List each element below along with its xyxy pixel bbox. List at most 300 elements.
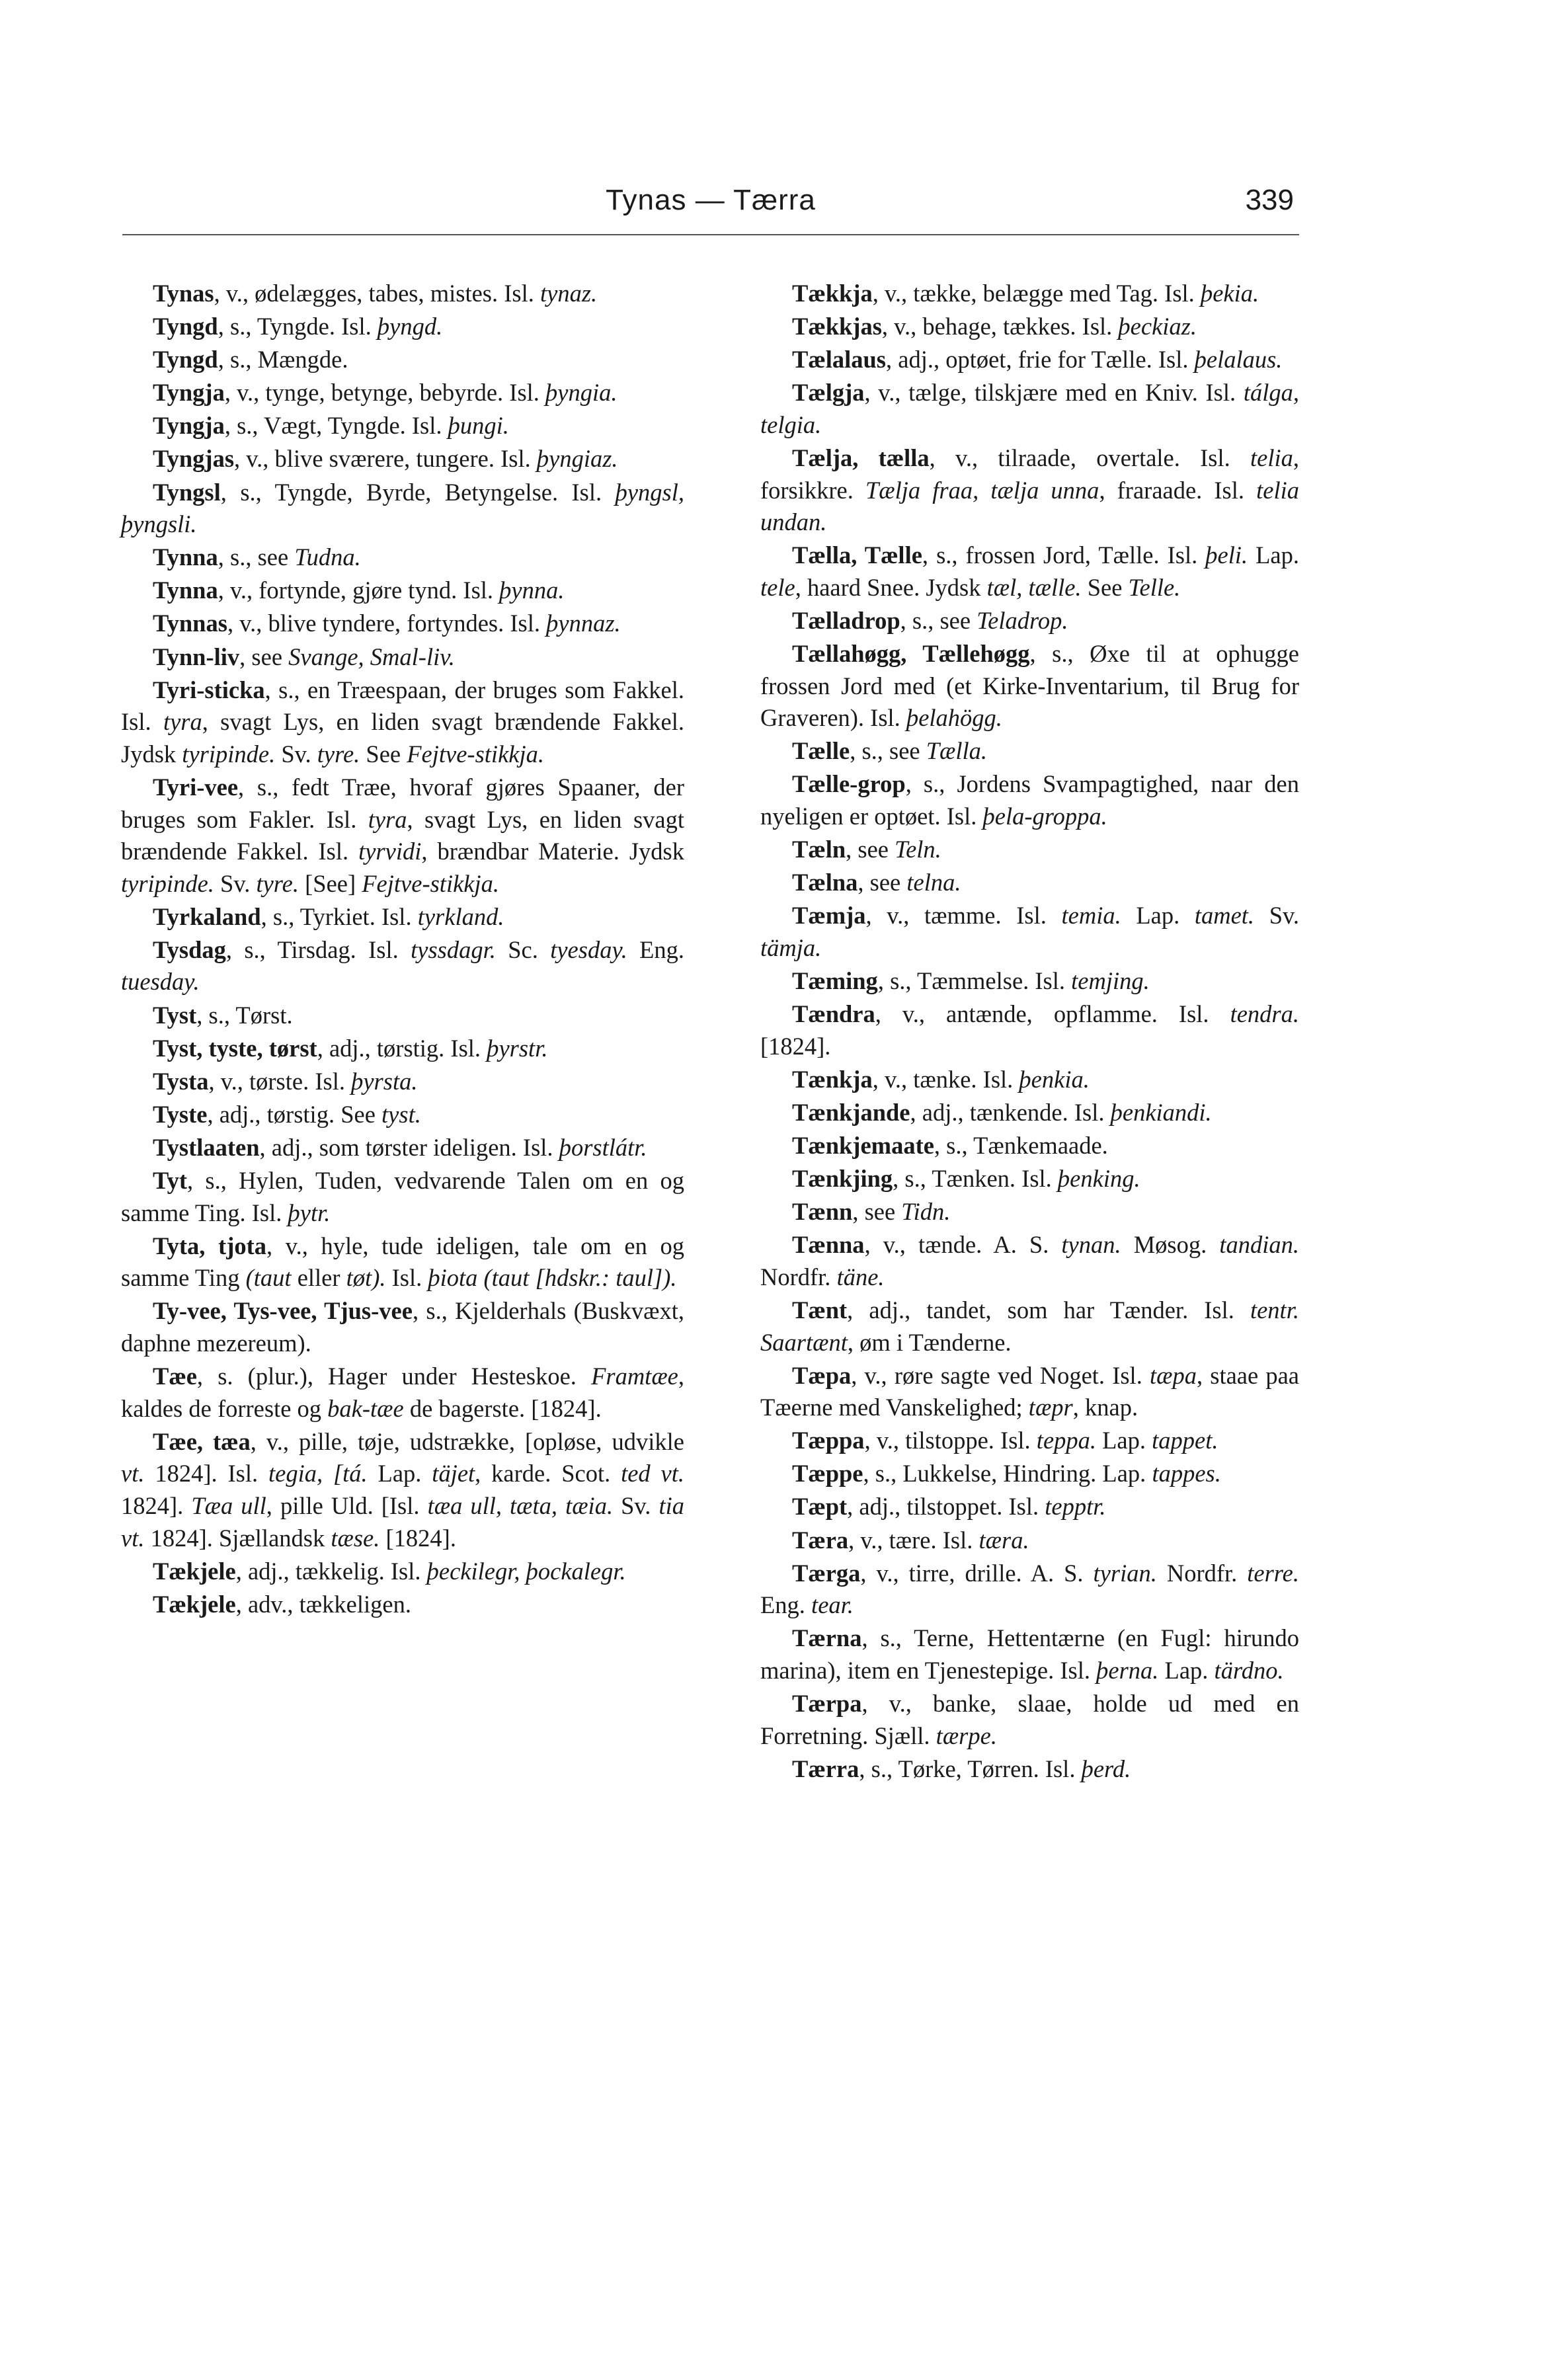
entry-headword: Tærra	[792, 1755, 859, 1782]
dictionary-entry	[760, 1688, 1299, 1752]
entry-italic-form: tynan.	[1061, 1231, 1121, 1259]
entry-text: , v., blive tyndere, fortyndes. Isl.	[227, 610, 547, 637]
entry-italic-form: (taut	[245, 1264, 292, 1292]
dictionary-entry	[760, 1163, 1299, 1195]
entry-italic-form: tæa ull, tæta, tæia.	[427, 1491, 614, 1519]
dictionary-entry	[760, 1360, 1299, 1424]
running-header	[122, 180, 1299, 226]
entry-italic-form: tyrian.	[1093, 1559, 1157, 1587]
dictionary-entry	[121, 377, 684, 409]
entry-text: , s., Tyrkiet. Isl.	[260, 902, 418, 930]
dictionary-entry	[121, 772, 684, 900]
entry-headword: Tyngjas	[153, 445, 235, 473]
entry-italic-form: tendra.	[1230, 1000, 1299, 1028]
entry-italic-form: Svange, Smal-liv.	[288, 643, 455, 670]
entry-text: , v., tørste. Isl.	[208, 1067, 352, 1095]
entry-text: , v., ødelægges, tabes, mistes. Isl.	[214, 280, 541, 307]
dictionary-entry	[760, 442, 1299, 539]
dictionary-entry	[121, 575, 684, 607]
entry-italic-form: þynnaz.	[546, 610, 621, 637]
entry-headword: Tækkjas	[792, 313, 882, 340]
entry-italic-form: þelalaus.	[1194, 346, 1283, 374]
dictionary-entry	[121, 1000, 684, 1032]
entry-headword: Tyri-vee	[153, 773, 239, 801]
entry-text: , s., Tyngde. Isl.	[218, 313, 378, 340]
entry-text: , s., Tæmmelse. Isl.	[877, 967, 1072, 994]
entry-headword: Tærga	[792, 1559, 861, 1587]
entry-headword: Tæpa	[792, 1361, 852, 1389]
entry-headword: Tyngja	[153, 379, 225, 407]
dictionary-entry	[121, 901, 684, 933]
entry-text: , adj., tilstoppet. Isl.	[847, 1493, 1045, 1521]
entry-text: de bagerste. [1824].	[403, 1394, 602, 1422]
entry-headword: Tynna	[153, 543, 218, 571]
dictionary-entry	[121, 1033, 684, 1065]
entry-text: Lap.	[1121, 902, 1195, 930]
entry-italic-form: Tæa ull	[191, 1491, 266, 1519]
entry-italic-form: þenkiandi.	[1110, 1098, 1212, 1126]
entry-headword: Tæe	[153, 1363, 197, 1390]
entry-headword: Tælladrop	[792, 606, 900, 634]
entry-italic-form: tyre.	[317, 740, 360, 768]
entry-text: , s., see	[850, 737, 926, 765]
dictionary-entry	[760, 1458, 1299, 1490]
dictionary-entry	[760, 377, 1299, 441]
entry-text: , v., tænke. Isl.	[872, 1065, 1019, 1093]
dictionary-entry	[121, 344, 684, 376]
entry-headword: Tænn	[792, 1198, 853, 1226]
entry-text: , v., behage, tækkes. Isl.	[881, 313, 1119, 340]
entry-text: , v., tilstoppe. Isl.	[864, 1427, 1037, 1454]
entry-italic-form: tuesday.	[121, 968, 200, 996]
entry-text: , s., fedt Træe, hvoraf gjøres Spaaner, der bruges som Fakler. Isl.	[121, 773, 684, 833]
dictionary-entry	[760, 1064, 1299, 1096]
entry-text: , v., hyle, tude ideligen, tale om en og samme Ting	[121, 1232, 684, 1292]
entry-text: , adv., tækkeligen.	[235, 1590, 411, 1618]
entry-text: [See]	[299, 869, 362, 897]
entry-text: Sv.	[613, 1491, 659, 1519]
entry-italic-form: þorstlátr.	[559, 1133, 647, 1161]
dictionary-entry	[121, 1066, 684, 1098]
dictionary-entry	[121, 443, 684, 475]
entry-headword: Tyste	[153, 1100, 208, 1128]
dictionary-entry	[760, 1753, 1299, 1786]
right-column	[760, 278, 1299, 1786]
dictionary-entry	[760, 311, 1299, 343]
entry-italic-form: þiota (taut [hdskr.: taul]).	[428, 1264, 677, 1292]
dictionary-entry	[760, 1558, 1299, 1622]
entry-text: Nordfr.	[1156, 1559, 1248, 1587]
dictionary-entry	[121, 311, 684, 343]
entry-italic-form: tyre.	[256, 869, 299, 897]
entry-headword: Tærna	[792, 1624, 862, 1652]
entry-text: Sv.	[214, 869, 257, 897]
running-title: Tynas — Tærra	[606, 184, 816, 216]
entry-text: , v., fortynde, gjøre tynd. Isl.	[218, 576, 500, 604]
entry-headword: Tæln	[792, 836, 846, 863]
entry-headword: Tysdag	[153, 935, 226, 963]
entry-italic-form: tæse.	[331, 1524, 380, 1552]
entry-italic-form: vt.	[121, 1460, 145, 1488]
entry-text: , see	[857, 869, 907, 896]
entry-text: , kaldes de forreste og	[121, 1363, 684, 1422]
entry-text: , øm i Tænderne.	[847, 1328, 1012, 1356]
entry-italic-form: þerd.	[1081, 1755, 1131, 1782]
entry-italic-form: tärdno.	[1214, 1656, 1284, 1684]
dictionary-entry	[760, 768, 1299, 832]
entry-italic-form: Teln.	[895, 836, 941, 863]
entry-text: , s., Vægt, Tyngde. Isl.	[224, 412, 448, 440]
entry-headword: Tyri-sticka	[153, 676, 265, 703]
entry-italic-form: ted vt.	[621, 1460, 685, 1488]
dictionary-entry	[121, 641, 684, 674]
entry-headword: Tyrkaland	[153, 902, 261, 930]
entry-text: , adj., optøet, frie for Tælle. Isl.	[886, 346, 1195, 374]
entry-text: , adj., tandet, som har Tænder. Isl.	[847, 1296, 1250, 1324]
entry-headword: Tænkjing	[792, 1165, 893, 1193]
entry-text: , s., see	[218, 543, 295, 571]
dictionary-entry	[121, 608, 684, 640]
entry-headword: Tæppa	[792, 1427, 865, 1454]
entry-text: Lap.	[1248, 541, 1300, 569]
entry-italic-form: þytr.	[288, 1199, 331, 1226]
entry-headword: Tysta	[153, 1067, 209, 1095]
entry-italic-form: telna.	[906, 869, 961, 896]
entry-text: , pille Uld. [Isl.	[266, 1491, 428, 1519]
entry-text: , v., tilraade, overtale. Isl.	[929, 444, 1250, 471]
entry-text: , v., tirre, drille. A. S.	[860, 1559, 1094, 1587]
page-number: 339	[1245, 184, 1294, 216]
entry-italic-form: täjet	[432, 1460, 475, 1488]
dictionary-entry	[121, 278, 684, 310]
entry-text: Nordfr.	[760, 1263, 837, 1290]
entry-text: , see	[239, 643, 289, 670]
entry-text: , s., see	[900, 606, 977, 634]
dictionary-entry	[121, 1165, 684, 1229]
entry-text: Lap.	[367, 1460, 432, 1488]
entry-text: , v., røre sagte ved Noget. Isl.	[851, 1361, 1150, 1389]
entry-text: , s. (plur.), Hager under Hesteskoe.	[196, 1363, 592, 1390]
entry-text: , s., Mængde.	[218, 346, 348, 374]
dictionary-entry	[760, 1097, 1299, 1129]
entry-text: Lap.	[1158, 1656, 1215, 1684]
entry-text: 1824]. Sjællandsk	[144, 1524, 331, 1552]
entry-italic-form: Tudna.	[294, 543, 361, 571]
entry-text: Sv.	[1254, 902, 1299, 930]
entry-headword: Tænkjemaate	[792, 1131, 934, 1159]
entry-text: , s., Øxe til at ophugge frossen Jord med (et Kirke-Inventarium, til Brug for Graveren). Isl.	[760, 640, 1299, 732]
entry-italic-form: þyrstr.	[487, 1034, 548, 1062]
dictionary-entry	[760, 998, 1299, 1062]
entry-text: , s., Lukkelse, Hindring. Lap.	[863, 1460, 1152, 1488]
entry-headword: Tælle-grop	[792, 770, 906, 798]
entry-italic-form: tappet.	[1152, 1427, 1218, 1454]
entry-text: eller	[291, 1264, 346, 1292]
entry-italic-form: tyripinde.	[121, 869, 214, 897]
entry-italic-form: tæra.	[978, 1526, 1029, 1554]
entry-italic-form: tele	[760, 573, 795, 601]
entry-text: Isl.	[385, 1264, 428, 1292]
entry-headword: Tynas	[153, 280, 214, 307]
entry-headword: Tyst	[153, 1001, 197, 1029]
dictionary-entry	[760, 1294, 1299, 1359]
entry-headword: Tynnas	[153, 610, 227, 637]
entry-text: [1824].	[760, 1032, 831, 1060]
entry-headword: Tynna	[153, 576, 218, 604]
entry-text: , s., Hylen, Tuden, vedvarende Talen om en og samme Ting. Isl.	[121, 1167, 684, 1226]
entry-italic-form: täne.	[836, 1263, 885, 1290]
entry-italic-form: þyngia.	[545, 379, 618, 407]
entry-italic-form: Saartænt	[760, 1328, 848, 1356]
entry-text: , s., Tørst.	[196, 1001, 293, 1029]
entry-text: , v., blive sværere, tungere. Isl.	[234, 445, 537, 473]
dictionary-entry	[760, 278, 1299, 310]
entry-italic-form: tyripinde.	[182, 740, 276, 768]
entry-text: , fraraade. Isl.	[1099, 476, 1257, 504]
entry-text: , svagt Lys, en liden svagt brændende Fakkel. Jydsk	[121, 708, 684, 768]
entry-headword: Tændra	[792, 1000, 875, 1028]
entry-text: , v., tænde. A. S.	[864, 1231, 1062, 1259]
dictionary-entry	[121, 1589, 684, 1621]
entry-italic-form: tentr.	[1250, 1296, 1299, 1324]
entry-text: , adj., tækkelig. Isl.	[235, 1557, 427, 1585]
entry-text: See	[360, 740, 407, 768]
dictionary-entry	[121, 1099, 684, 1131]
entry-headword: Tæming	[792, 967, 878, 994]
entry-italic-form: þyrsta.	[351, 1067, 418, 1095]
entry-headword: Tækkja	[792, 280, 873, 307]
entry-italic-form: tyra	[368, 805, 407, 833]
entry-text: , s., Jordens Svampagtighed, naar den nyeligen er optøet. Isl.	[760, 770, 1299, 830]
entry-headword: Tækjele	[153, 1557, 236, 1585]
dictionary-entry	[760, 735, 1299, 768]
entry-italic-form: tamet.	[1194, 902, 1255, 930]
dictionary-entry	[760, 900, 1299, 964]
entry-text: , see	[846, 836, 895, 863]
entry-headword: Tæe, tæa	[153, 1427, 251, 1455]
entry-italic-form: tear.	[811, 1591, 854, 1619]
dictionary-entry	[121, 477, 684, 541]
entry-headword: Tænt	[792, 1296, 848, 1324]
entry-italic-form: telia	[1250, 444, 1293, 471]
entry-italic-form: þenking.	[1057, 1165, 1140, 1193]
entry-text: , s., frossen Jord, Tælle. Isl.	[922, 541, 1206, 569]
entry-italic-form: tegia, [tá.	[268, 1460, 368, 1488]
entry-italic-form: temjing.	[1071, 967, 1150, 994]
entry-headword: Ty-vee, Tys-vee, Tjus-vee	[153, 1297, 413, 1325]
entry-text: , v., tælge, tilskjære med en Kniv. Isl.	[864, 379, 1244, 407]
entry-italic-form: tærpe.	[936, 1722, 997, 1749]
dictionary-entry	[760, 344, 1299, 376]
entry-headword: Tælja, tælla	[792, 444, 930, 471]
entry-italic-form: þela-groppa.	[982, 803, 1107, 830]
entry-text: 1824].	[121, 1491, 192, 1519]
dictionary-entry	[760, 539, 1299, 604]
dictionary-entry	[121, 1295, 684, 1359]
entry-italic-form: Fejtve-stikkja.	[407, 740, 544, 768]
entry-text: , staae paa Tæerne med Vanskelighed;	[760, 1361, 1299, 1421]
entry-headword: Tækjele	[153, 1590, 236, 1618]
entry-italic-form: þelahögg.	[906, 704, 1002, 732]
entry-text: , adj., tørstig. Isl.	[317, 1034, 487, 1062]
entry-text: See	[1081, 573, 1129, 601]
entry-text: , adj., tænkende. Isl.	[910, 1098, 1111, 1126]
entry-italic-form: tämja.	[760, 933, 822, 961]
entry-headword: Tyngsl	[153, 478, 221, 506]
entry-text: , v., antænde, opflamme. Isl.	[875, 1000, 1230, 1028]
dictionary-entry	[121, 1556, 684, 1588]
dictionary-entry	[760, 1425, 1299, 1457]
entry-headword: Tyngd	[153, 346, 218, 374]
dictionary-entry	[121, 541, 684, 574]
entry-text: , see	[852, 1198, 902, 1226]
entry-italic-form: tynaz.	[540, 280, 598, 307]
entry-italic-form: teppa.	[1036, 1427, 1097, 1454]
entry-italic-form: Framtæe	[591, 1363, 678, 1390]
entry-text: Eng.	[627, 935, 685, 963]
entry-italic-form: temia.	[1061, 902, 1121, 930]
entry-headword: Tyta, tjota	[153, 1232, 266, 1259]
entry-italic-form: þerna.	[1096, 1656, 1159, 1684]
dictionary-entry	[760, 1525, 1299, 1557]
entry-italic-form: tyrvidi	[358, 838, 422, 865]
dictionary-entry	[121, 934, 684, 998]
entry-italic-form: þeckiaz.	[1118, 313, 1197, 340]
left-column	[121, 278, 684, 1622]
dictionary-entry	[760, 1622, 1299, 1686]
entry-italic-form: Telle.	[1128, 573, 1181, 601]
entry-text: , s., Tirsdag. Isl.	[225, 935, 411, 963]
entry-headword: Tælle	[792, 737, 850, 765]
entry-text: , v., pille, tøje, udstrække, [opløse, udvikle	[250, 1427, 684, 1455]
entry-italic-form: þyngsl, þyngsli.	[121, 478, 684, 538]
entry-headword: Tælalaus	[792, 346, 886, 374]
entry-italic-form: tyst.	[381, 1100, 421, 1128]
dictionary-entry	[760, 965, 1299, 998]
dictionary-entry	[760, 638, 1299, 734]
entry-headword: Tænkjande	[792, 1098, 910, 1126]
entry-italic-form: tálga, telgia.	[760, 379, 1299, 438]
entry-headword: Tyst, tyste, tørst	[153, 1034, 317, 1062]
dictionary-entry	[121, 674, 684, 771]
entry-text: , v., tynge, betynge, bebyrde. Isl.	[224, 379, 546, 407]
entry-italic-form: þenkia.	[1019, 1065, 1090, 1093]
entry-italic-form: tappes.	[1152, 1460, 1221, 1488]
entry-italic-form: þynna.	[499, 576, 565, 604]
entry-italic-form: Tidn.	[901, 1198, 951, 1226]
header-rule	[122, 234, 1299, 235]
entry-text: , forsikkre.	[760, 444, 1299, 504]
dictionary-entry	[760, 834, 1299, 866]
dictionary-entry	[760, 605, 1299, 637]
dictionary-entry	[121, 1426, 684, 1554]
entry-italic-form: Teladrop.	[977, 606, 1068, 634]
entry-headword: Tyngja	[153, 412, 225, 440]
dictionary-entry	[760, 1491, 1299, 1523]
entry-italic-form: tøt).	[346, 1264, 386, 1292]
entry-italic-form: þeckilegr, þockalegr.	[426, 1557, 626, 1585]
entry-text: 1824]. Isl.	[144, 1460, 268, 1488]
entry-headword: Tæppe	[792, 1460, 863, 1488]
entry-italic-form: bak-tæe	[327, 1394, 404, 1422]
entry-italic-form: telia undan.	[760, 476, 1299, 536]
entry-text: [1824].	[379, 1524, 456, 1552]
entry-text: Lap.	[1096, 1427, 1152, 1454]
entry-text: Møsog.	[1121, 1231, 1220, 1259]
entry-headword: Tynn-liv	[153, 643, 240, 670]
dictionary-entry	[121, 1230, 684, 1294]
entry-text: , s., Kjelderhals (Buskvæxt, daphne mezereum).	[121, 1297, 684, 1357]
dictionary-entry	[121, 1361, 684, 1425]
entry-text: , s., Terne, Hettentærne (en Fugl: hirundo marina), item en Tjenestepige. Isl.	[760, 1624, 1299, 1684]
entry-text: , brændbar Materie. Jydsk	[421, 838, 684, 865]
entry-headword: Tælgja	[792, 379, 865, 407]
entry-headword: Tystlaaten	[153, 1133, 260, 1161]
entry-text: , haard Snee. Jydsk	[795, 573, 987, 601]
entry-headword: Tælna	[792, 869, 858, 896]
entry-italic-form: tyssdagr.	[411, 935, 496, 963]
entry-text: , knap.	[1072, 1394, 1138, 1421]
entry-text: , s., en Træespaan, der bruges som Fakkel. Isl.	[121, 676, 684, 736]
entry-italic-form: þungi.	[448, 412, 509, 440]
entry-headword: Tæpt	[792, 1493, 848, 1521]
entry-italic-form: tæpa	[1149, 1361, 1197, 1389]
entry-text: Sc.	[495, 935, 551, 963]
dictionary-entry	[760, 1196, 1299, 1228]
entry-headword: Tæra	[792, 1526, 849, 1554]
entry-italic-form: tepptr.	[1045, 1493, 1106, 1521]
dictionary-entry	[121, 1132, 684, 1164]
entry-text: , v., banke, slaae, holde ud med en Forretning. Sjæll.	[760, 1690, 1299, 1749]
entry-headword: Tænna	[792, 1231, 865, 1259]
entry-italic-form: tandian.	[1219, 1231, 1299, 1259]
entry-headword: Tænkja	[792, 1065, 873, 1093]
entry-italic-form: tæpr	[1028, 1394, 1073, 1421]
entry-text: , s., Tænken. Isl.	[893, 1165, 1058, 1193]
entry-headword: Tæmja	[792, 902, 866, 930]
entry-italic-form: Tælja fraa, tælja unna	[865, 476, 1099, 504]
dictionary-entry	[760, 1130, 1299, 1162]
entry-text: , v., tære. Isl.	[848, 1526, 979, 1554]
entry-text: , adj., som tørster ideligen. Isl.	[259, 1133, 559, 1161]
entry-text: , v., tække, belægge med Tag. Isl.	[872, 280, 1201, 307]
entry-italic-form: þyngiaz.	[536, 445, 618, 473]
entry-text: , karde. Scot.	[475, 1460, 621, 1488]
entry-italic-form: tyrkland.	[417, 902, 504, 930]
entry-text: , adj., tørstig. See	[207, 1100, 382, 1128]
entry-italic-form: þeli.	[1205, 541, 1248, 569]
entry-italic-form: tia vt.	[121, 1491, 684, 1552]
entry-text: , s., Tænkemaade.	[934, 1131, 1108, 1159]
entry-italic-form: tyra	[163, 708, 202, 736]
entry-italic-form: Tælla.	[926, 737, 988, 765]
entry-text: Sv.	[275, 740, 317, 768]
entry-headword: Tærpa	[792, 1690, 862, 1718]
entry-text: , s., Tyngde, Byrde, Betyngelse. Isl.	[220, 478, 616, 506]
dictionary-entry	[760, 867, 1299, 899]
entry-italic-form: tyesday.	[550, 935, 627, 963]
dictionary-entry	[760, 1229, 1299, 1293]
entry-headword: Tælla, Tælle	[792, 541, 922, 569]
entry-text: , v., tæmme. Isl.	[865, 902, 1062, 930]
entry-headword: Tællahøgg, Tællehøgg	[792, 640, 1030, 668]
entry-italic-form: Fejtve-stikkja.	[362, 869, 500, 897]
entry-italic-form: terre.	[1247, 1559, 1299, 1587]
entry-italic-form: þekia.	[1200, 280, 1259, 307]
entry-headword: Tyt	[153, 1167, 188, 1195]
entry-text: , s., Tørke, Tørren. Isl.	[859, 1755, 1082, 1782]
entry-italic-form: tæl, tælle.	[986, 573, 1082, 601]
